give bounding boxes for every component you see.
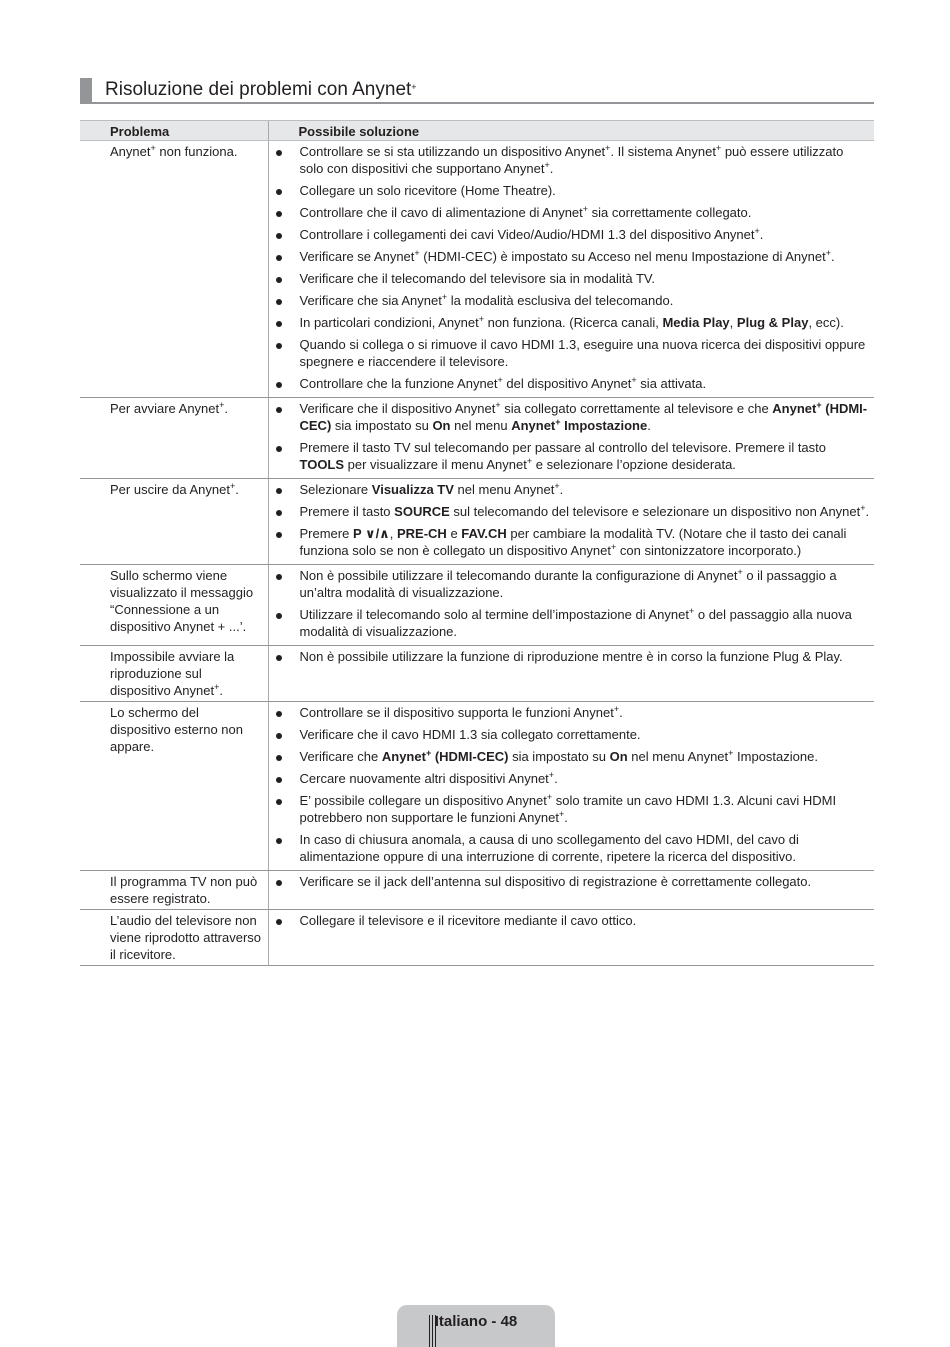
bullet-icon	[276, 880, 282, 886]
solution-list	[269, 398, 871, 476]
solution-text: Cercare nuovamente altri dispositivi Anynet+.	[299, 770, 558, 786]
bullet-icon	[276, 532, 282, 538]
solution-text: Collegare il televisore e il ricevitore mediante il cavo ottico.	[299, 913, 637, 928]
solution-cell	[268, 141, 874, 398]
table-row	[80, 565, 874, 646]
problem-cell: Lo schermo del dispositivo esterno non appare.	[80, 702, 268, 871]
solution-text: Verificare che il dispositivo Anynet+ sia collegato correttamente al televisore e che Anynet+ (HDMI-CEC) sia impostato su On nel menu Anynet+ Impostazione.	[299, 400, 868, 433]
solution-text: Premere P ∨/∧, PRE-CH e FAV.CH per cambiare la modalità TV. (Notare che il tasto dei canali funziona solo se non è collegato un dispositivo Anynet+ con sintonizzatore incorporato.)	[299, 526, 847, 558]
page-title: Risoluzione dei problemi con Anynet+	[105, 79, 417, 100]
bullet-icon	[276, 277, 282, 283]
solution-item	[269, 180, 871, 202]
problem-cell: Per uscire da Anynet+.	[80, 479, 268, 565]
solution-list	[269, 646, 871, 668]
bullet-icon	[276, 407, 282, 413]
solution-item	[269, 224, 871, 246]
solution-text: Controllare che il cavo di alimentazione di Anynet+ sia correttamente collegato.	[299, 204, 752, 220]
solution-text: Controllare se il dispositivo supporta le funzioni Anynet+.	[299, 704, 623, 720]
bullet-icon	[276, 838, 282, 844]
bullet-icon	[276, 488, 282, 494]
solution-item	[269, 334, 871, 373]
solution-item	[269, 290, 871, 312]
solution-list	[269, 479, 871, 562]
solution-text: Controllare se si sta utilizzando un dispositivo Anynet+. Il sistema Anynet+ può essere utilizzato solo con dispositivi che supportano Anynet+.	[299, 143, 844, 176]
solution-list	[269, 565, 871, 643]
solution-text: Utilizzare il telecomando solo al termine dell’impostazione di Anynet+ o del passaggio alla nuova modalità di visualizzazione.	[299, 606, 852, 639]
solution-cell	[268, 702, 874, 871]
solution-item	[269, 268, 871, 290]
solution-item	[269, 646, 871, 668]
bullet-icon	[276, 777, 282, 783]
table-row	[80, 141, 874, 398]
solution-list	[269, 910, 871, 932]
solution-cell	[268, 398, 874, 479]
solution-item	[269, 910, 871, 932]
solution-item	[269, 565, 871, 604]
solution-text: Quando si collega o si rimuove il cavo HDMI 1.3, eseguire una nuova ricerca dei dispositivi oppure spegnere e riaccendere il televisore.	[299, 337, 866, 369]
table-row	[80, 702, 874, 871]
heading-marker-bar	[80, 78, 92, 103]
bullet-icon	[276, 446, 282, 452]
bullet-icon	[276, 613, 282, 619]
problem-cell: Il programma TV non può essere registrato.	[80, 871, 268, 910]
bullet-icon	[276, 299, 282, 305]
bullet-icon	[276, 255, 282, 261]
solution-text: Premere il tasto SOURCE sul telecomando del televisore e selezionare un dispositivo non Anynet+.	[299, 503, 870, 519]
solution-text: Selezionare Visualizza TV nel menu Anynet+.	[299, 481, 564, 497]
solution-item	[269, 746, 871, 768]
solution-list	[269, 871, 871, 893]
solution-item	[269, 398, 871, 437]
solution-item	[269, 871, 871, 893]
solution-text: Controllare i collegamenti dei cavi Video/Audio/HDMI 1.3 del dispositivo Anynet+.	[299, 226, 764, 242]
solution-cell	[268, 479, 874, 565]
solution-text: Verificare che il telecomando del televisore sia in modalità TV.	[299, 271, 656, 286]
bullet-icon	[276, 655, 282, 661]
heading-rule	[80, 102, 874, 104]
solution-text: E’ possibile collegare un dispositivo Anynet+ solo tramite un cavo HDMI 1.3. Alcuni cavi HDMI potrebbero non supportare le funzioni Anynet+.	[299, 792, 837, 825]
solution-text: Verificare se Anynet+ (HDMI-CEC) è impostato su Acceso nel menu Impostazione di Anynet+.	[299, 248, 835, 264]
solution-text: Premere il tasto TV sul telecomando per passare al controllo del televisore. Premere il tasto TOOLS per visualizzare il menu Anynet+ e selezionare l’opzione desiderata.	[299, 440, 827, 472]
solution-cell	[268, 910, 874, 966]
table-header-row	[80, 121, 874, 141]
bullet-icon	[276, 211, 282, 217]
solution-item	[269, 604, 871, 643]
solution-text: Verificare che il cavo HDMI 1.3 sia collegato correttamente.	[299, 727, 641, 742]
bullet-icon	[276, 189, 282, 195]
problem-cell: Per avviare Anynet+.	[80, 398, 268, 479]
problem-cell: Impossibile avviare la riproduzione sul dispositivo Anynet+.	[80, 646, 268, 702]
solution-list	[269, 141, 871, 395]
bullet-icon	[276, 711, 282, 717]
solution-text: In caso di chiusura anomala, a causa di uno scollegamento del cavo HDMI, del cavo di alimentazione oppure di una interruzione di corrente, ripetere la ricerca del dispositivo.	[299, 832, 799, 864]
solution-item	[269, 141, 871, 180]
solution-cell	[268, 871, 874, 910]
page-number: Italiano - 48	[434, 1313, 518, 1330]
solution-item	[269, 829, 871, 868]
solution-item	[269, 202, 871, 224]
bullet-icon	[276, 799, 282, 805]
solution-item	[269, 246, 871, 268]
solution-item	[269, 702, 871, 724]
table-row	[80, 871, 874, 910]
solution-text: Non è possibile utilizzare la funzione di riproduzione mentre è in corso la funzione Plug & Play.	[299, 649, 843, 664]
solution-item	[269, 768, 871, 790]
bullet-icon	[276, 150, 282, 156]
solution-text: In particolari condizioni, Anynet+ non funziona. (Ricerca canali, Media Play, Plug & Play, ecc).	[299, 314, 844, 330]
bullet-icon	[276, 733, 282, 739]
column-header-solution: Possibile soluzione	[268, 121, 874, 141]
solution-text: Controllare che la funzione Anynet+ del dispositivo Anynet+ sia attivata.	[299, 375, 707, 391]
solution-text: Collegare un solo ricevitore (Home Theatre).	[299, 183, 556, 198]
solution-item	[269, 501, 871, 523]
solution-item	[269, 437, 871, 476]
bullet-icon	[276, 321, 282, 327]
section-heading	[80, 78, 874, 104]
bullet-icon	[276, 382, 282, 388]
table-row	[80, 398, 874, 479]
troubleshooting-table	[80, 120, 874, 966]
solution-item	[269, 790, 871, 829]
table-row	[80, 646, 874, 702]
solution-text: Verificare che sia Anynet+ la modalità esclusiva del telecomando.	[299, 292, 674, 308]
table-row	[80, 479, 874, 565]
bullet-icon	[276, 510, 282, 516]
solution-item	[269, 312, 871, 334]
solution-text: Verificare se il jack dell’antenna sul dispositivo di registrazione è correttamente collegato.	[299, 874, 812, 889]
solution-text: Non è possibile utilizzare il telecomando durante la configurazione di Anynet+ o il passaggio a un’altra modalità di visualizzazione.	[299, 567, 837, 600]
problem-cell: Sullo schermo viene visualizzato il messaggio “Connessione a un dispositivo Anynet + ...’.	[80, 565, 268, 646]
solution-item	[269, 523, 871, 562]
solution-item	[269, 479, 871, 501]
bullet-icon	[276, 574, 282, 580]
solution-item	[269, 373, 871, 395]
table-row	[80, 910, 874, 966]
problem-cell: Anynet+ non funziona.	[80, 141, 268, 398]
solution-text: Verificare che Anynet+ (HDMI-CEC) sia impostato su On nel menu Anynet+ Impostazione.	[299, 748, 818, 764]
page-number-tab	[397, 1305, 555, 1347]
bullet-icon	[276, 755, 282, 761]
table-body	[80, 141, 874, 966]
solution-cell	[268, 646, 874, 702]
bullet-icon	[276, 919, 282, 925]
bullet-icon	[276, 233, 282, 239]
solution-list	[269, 702, 871, 868]
column-header-problem: Problema	[80, 121, 268, 141]
solution-cell	[268, 565, 874, 646]
solution-item	[269, 724, 871, 746]
bullet-icon	[276, 343, 282, 349]
problem-cell: L’audio del televisore non viene riprodotto attraverso il ricevitore.	[80, 910, 268, 966]
